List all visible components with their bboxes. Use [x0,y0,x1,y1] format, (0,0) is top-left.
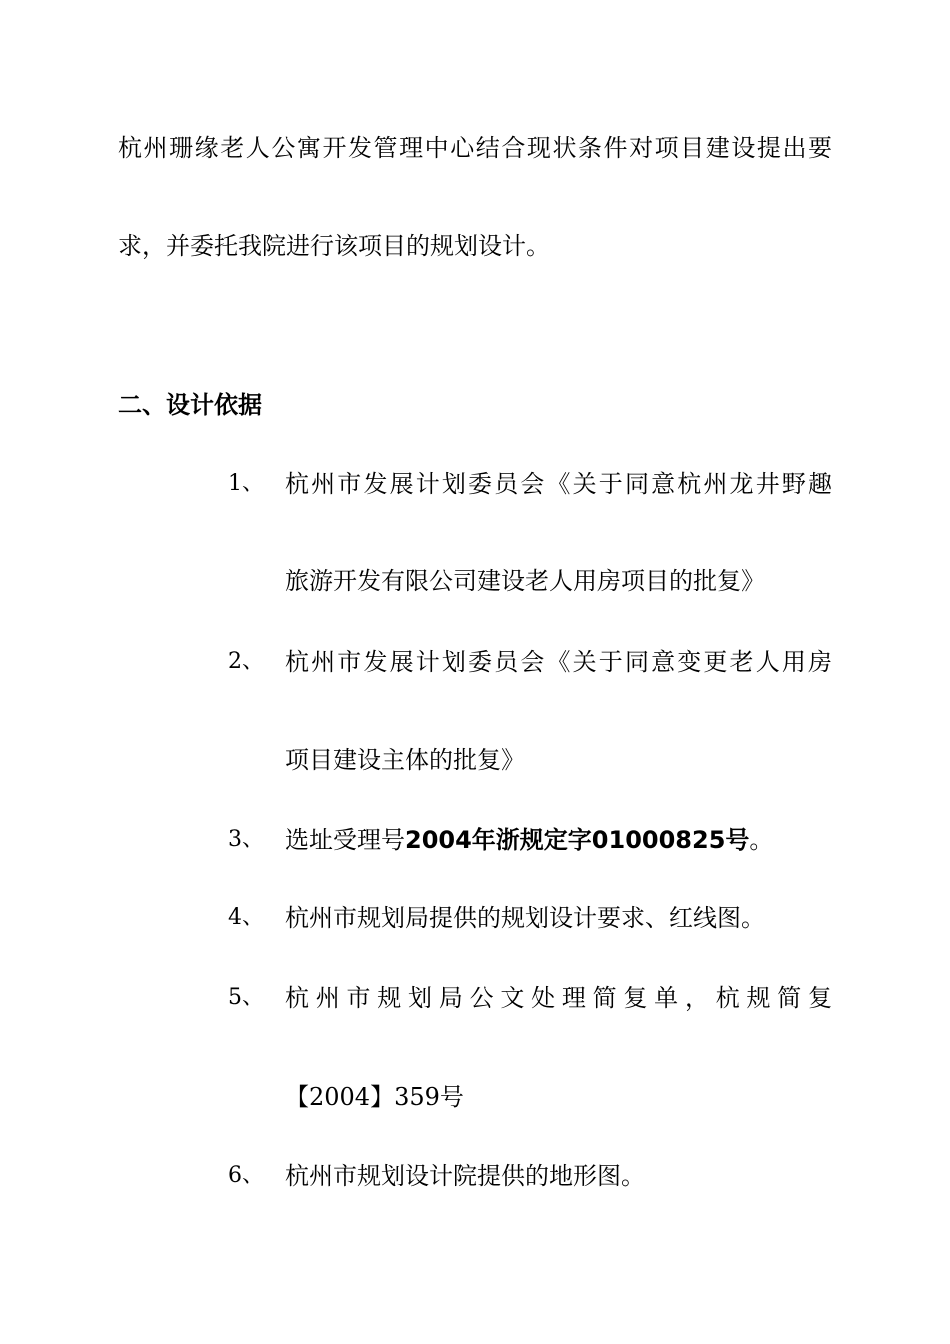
section-heading: 二、设计依据 [118,391,262,419]
item-text-prefix: 选址受理号 [285,826,405,854]
item-text-line: 项目建设主体的批复》 [285,746,525,774]
item-number: 2、 [228,649,264,674]
item-number: 6、 [228,1163,264,1188]
item-number: 3、 [228,827,264,852]
item-text-line: 杭州市规划局提供的规划设计要求、红线图。 [285,904,765,932]
item-number: 4、 [228,905,264,930]
item-text-line: 【2004】359号 [285,1083,464,1111]
item-text-suffix: 。 [749,826,774,854]
item-text-line: 杭州市发展计划委员会《关于同意变更老人用房 [285,648,832,676]
item-text-line: 杭州市发展计划委员会《关于同意杭州龙井野趣 [285,470,832,498]
item-number: 5、 [228,985,264,1010]
permit-number: 2004年浙规定字01000825号 [405,826,750,854]
intro-line-2: 求，并委托我院进行该项目的规划设计。 [118,232,550,260]
item-text-line: 旅游开发有限公司建设老人用房项目的批复》 [285,567,765,595]
item-number: 1、 [228,471,264,496]
item-text-line: 杭州市规划局公文处理简复单，杭规简复 [285,984,832,1012]
item-text-line [285,824,773,856]
item-text-line: 杭州市规划设计院提供的地形图。 [285,1162,645,1190]
intro-line-1: 杭州珊缘老人公寓开发管理中心结合现状条件对项目建设提出要 [118,134,832,162]
